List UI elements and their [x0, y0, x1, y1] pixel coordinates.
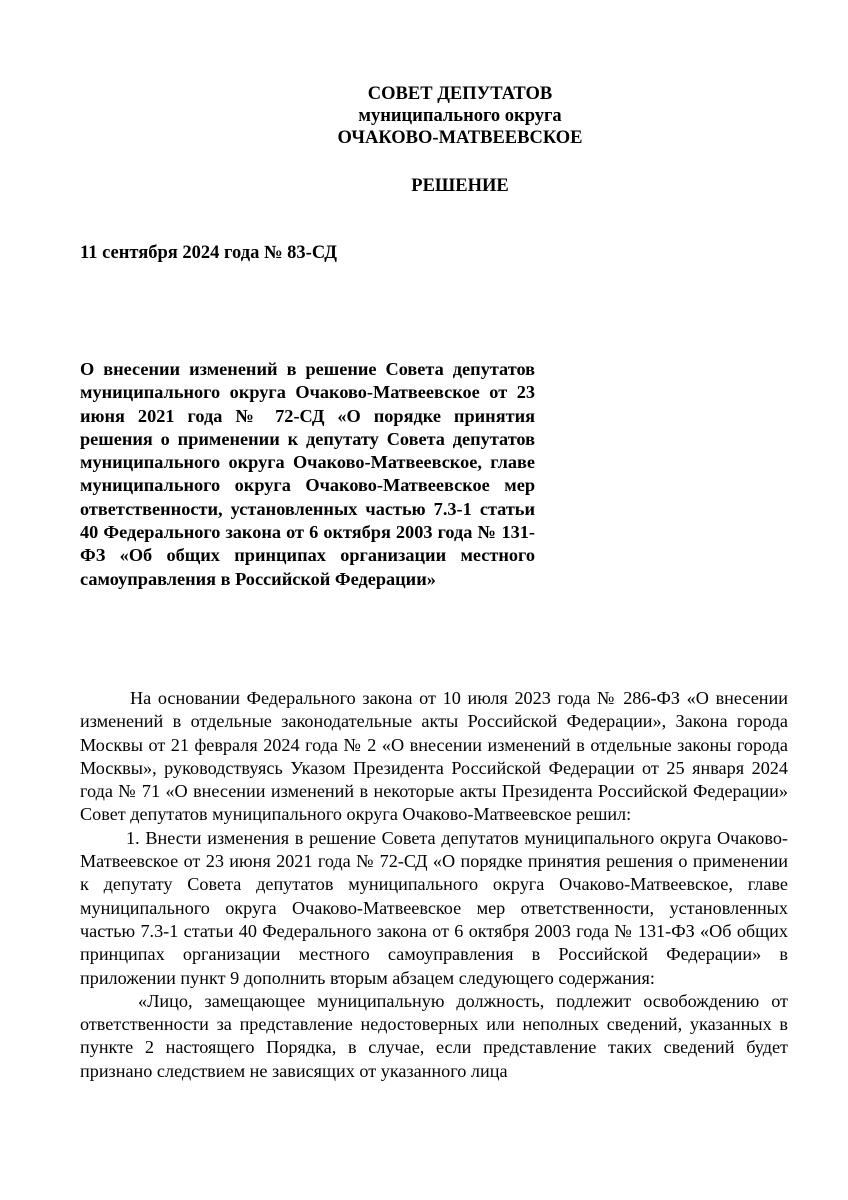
council-name: СОВЕТ ДЕПУТАТОВ — [367, 84, 553, 104]
body-paragraph-quote: «Лицо, замещающее муниципальную должность, подлежит освобождению от ответственности за представление недостоверных или неполных сведений, указанных в пункте 2 настоящего Порядка, в случае, если представление таких сведений будет признано следствием не зависящих от указанного лица — [80, 990, 788, 1081]
decision-body — [80, 687, 788, 1083]
body-paragraph-item-1: 1. Внести изменения в решение Совета депутатов муниципального округа Очаково-Матвеевское от 23 июня 2021 года № 72-СД «О порядке принятия решения о применении к депутату Совета депутатов муниципального округа Очаково-Матвеевское, главе муниципального округа Очаково-Матвеевское мер ответственности, установленных частью 7.3-1 статьи 40 Федерального закона от 6 октября 2003 года № 131-ФЗ «Об общих принципах организации местного самоуправления в Российской Федерации» в приложении пункт 9 дополнить вторым абзацем следующего содержания: — [80, 827, 788, 988]
district-name: ОЧАКОВО-МАТВЕЕВСКОЕ — [337, 128, 583, 148]
decision-subject: О внесении изменений в решение Совета депутатов муниципального округа Очаково-Матвеевское от 23 июня 2021 года № 72-СД «О порядке принятия решения о применении к депутату Совета депутатов муниципального округа Очаково-Матвеевское, главе муниципального округа Очаково-Матвеевское мер ответственности, установленных частью 7.3-1 статьи 40 Федерального закона от 6 октября 2003 года № 131-ФЗ «Об общих принципах организации местного самоуправления в Российской Федерации» — [80, 359, 535, 589]
document-header — [0, 83, 848, 149]
document-type-heading: РЕШЕНИЕ — [411, 176, 509, 196]
decision-date-number: 11 сентября 2024 года № 83-СД — [80, 243, 337, 263]
municipal-district-label: муниципального округа — [358, 106, 562, 126]
body-paragraph-basis: На основании Федерального закона от 10 июля 2023 года № 286-ФЗ «О внесении изменений в отдельные законодательные акты Российской Федерации», Закона города Москвы от 21 февраля 2024 года № 2 «О внесении изменений в отдельные законы города Москвы», руководствуясь Указом Президента Российской Федерации от 25 января 2024 года № 71 «О внесении изменений в некоторые акты Президента Российской Федерации» Совет депутатов муниципального округа Очаково-Матвеевское решил: — [80, 688, 788, 825]
